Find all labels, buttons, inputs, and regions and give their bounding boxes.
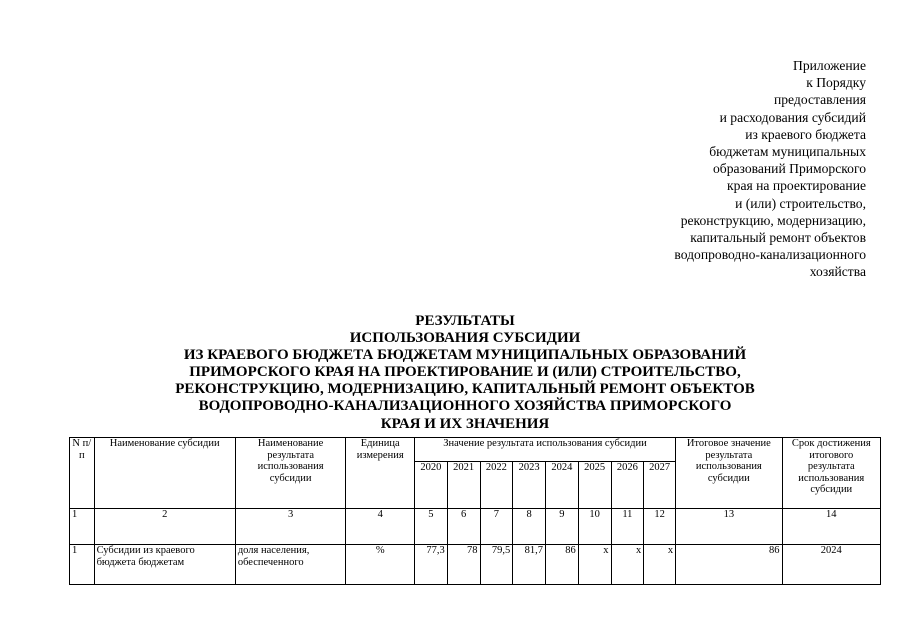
table-row [70,545,881,585]
title-line: РЕКОНСТРУКЦИЮ, МОДЕРНИЗАЦИЮ, КАПИТАЛЬНЫЙ РЕМОНТ ОБЪЕКТОВ [175,381,755,398]
header-final-value: Итоговое значение результата использования субсидии [676,438,782,509]
row-value: 79,5 [480,545,513,585]
results-table [69,437,881,585]
appendix-line: к Порядку [806,75,866,91]
column-number: 5 [415,509,448,545]
column-number: 3 [235,509,346,545]
row-num: 1 [70,545,95,585]
title-line: РЕЗУЛЬТАТЫ [415,313,515,329]
column-number: 8 [513,509,546,545]
appendix-line: водопроводно-канализационного [674,247,866,263]
header-year: 2027 [644,462,676,509]
row-result-name: доля населения, обеспеченного [235,545,346,585]
header-values-group: Значение результата использования субсидии [415,438,676,462]
column-number: 9 [546,509,579,545]
column-number-row [70,509,881,545]
column-number: 11 [611,509,644,545]
header-subsidy-name: Наименование субсидии [94,438,235,509]
table-header-row [70,438,881,462]
column-number: 7 [480,509,513,545]
header-year: 2026 [611,462,644,509]
column-number: 2 [94,509,235,545]
appendix-line: края на проектирование [727,178,866,194]
document-title [100,313,830,433]
appendix-line: и расходования субсидий [719,109,866,125]
column-number: 10 [578,509,611,545]
header-year: 2020 [415,462,448,509]
column-number: 4 [346,509,415,545]
column-number: 13 [676,509,782,545]
row-subsidy-name: Субсидии из краевого бюджета бюджетам [94,545,235,585]
header-num: N п/п [70,438,95,509]
header-deadline: Срок достижения итогового результата использования субсидии [782,438,880,509]
row-value: 78 [447,545,480,585]
row-value: 86 [546,545,579,585]
header-unit: Единица измерения [346,438,415,509]
row-deadline: 2024 [782,545,880,585]
header-year: 2025 [578,462,611,509]
header-year: 2024 [546,462,579,509]
appendix-line: из краевого бюджета [745,126,866,142]
appendix-line: хозяйства [809,264,866,280]
title-line: ИЗ КРАЕВОГО БЮДЖЕТА БЮДЖЕТАМ МУНИЦИПАЛЬНЫХ ОБРАЗОВАНИЙ [183,347,747,364]
title-line: ПРИМОРСКОГО КРАЯ НА ПРОЕКТИРОВАНИЕ И (ИЛИ) СТРОИТЕЛЬСТВО, [189,364,741,381]
row-final-value: 86 [676,545,782,585]
appendix-line: капитальный ремонт объектов [690,230,866,246]
row-value: 77,3 [415,545,448,585]
title-line: КРАЯ И ИХ ЗНАЧЕНИЯ [380,415,550,432]
appendix-line: и (или) строительство, [735,195,866,211]
row-value: x [611,545,644,585]
appendix-line: реконструкцию, модернизацию, [680,212,866,228]
appendix-line: предоставления [773,92,866,108]
header-year: 2021 [447,462,480,509]
row-value: x [578,545,611,585]
title-line: ИСПОЛЬЗОВАНИЯ СУБСИДИИ [349,330,581,347]
header-year: 2023 [513,462,546,509]
row-value: 81,7 [513,545,546,585]
appendix-line: Приложение [793,58,866,73]
column-number: 1 [70,509,95,545]
appendix-line: бюджетам муниципальных [709,144,866,160]
appendix-block [546,57,866,281]
title-line: ВОДОПРОВОДНО-КАНАЛИЗАЦИОННОГО ХОЗЯЙСТВА ПРИМОРСКОГО [198,398,732,415]
appendix-line: образований Приморского [713,161,866,177]
column-number: 12 [644,509,676,545]
header-year: 2022 [480,462,513,509]
column-number: 14 [782,509,880,545]
column-number: 6 [447,509,480,545]
row-unit: % [346,545,415,585]
row-value: x [644,545,676,585]
header-result-name: Наименование результата использования субсидии [235,438,346,509]
